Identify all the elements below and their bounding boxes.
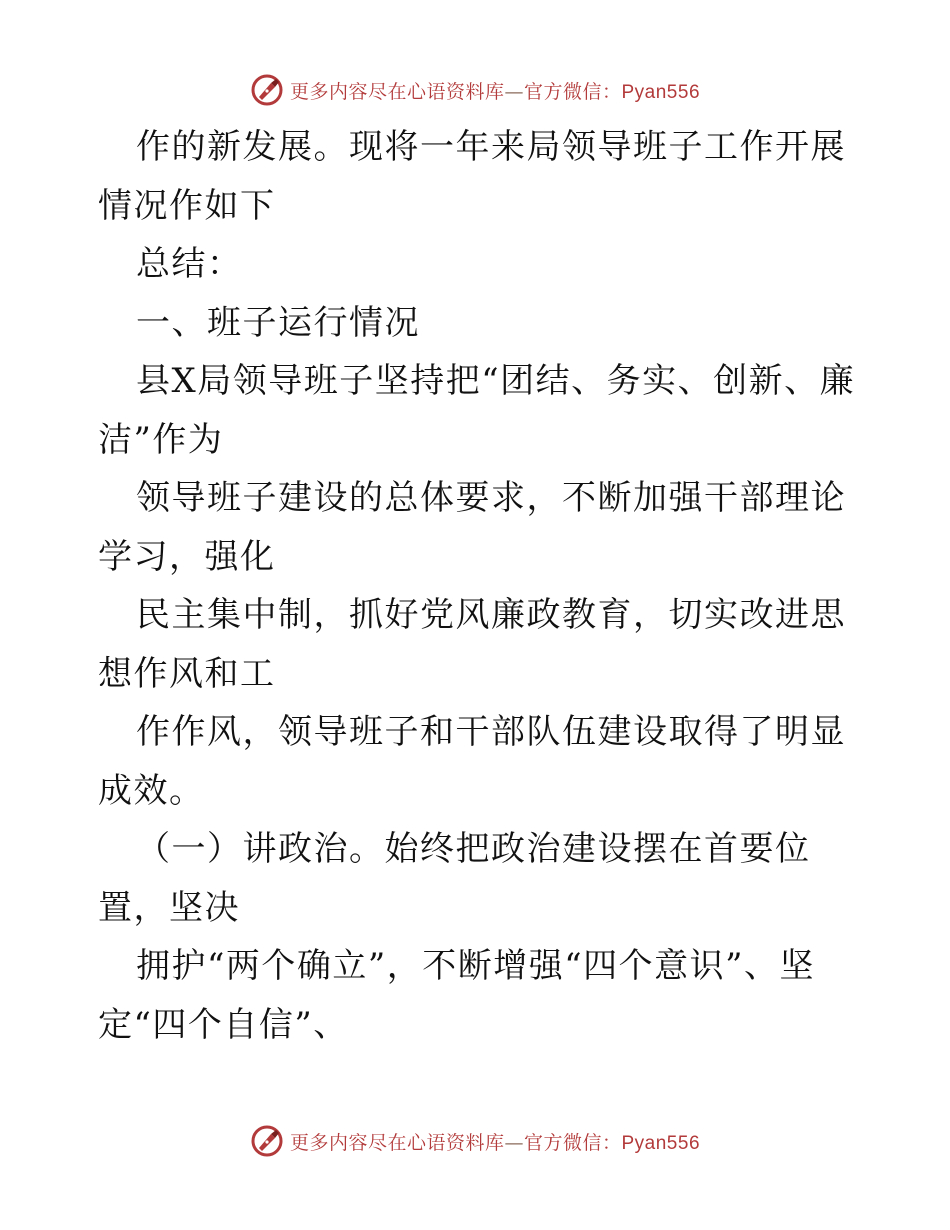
watermark-text (290, 77, 700, 104)
footer-watermark (0, 1121, 950, 1161)
watermark-separator: — (504, 80, 524, 103)
watermark-wechat-id: Pyan556 (621, 81, 701, 103)
document-body (98, 118, 858, 1054)
watermark-wechat-label: 官方微信： (523, 1131, 622, 1154)
header-watermark (0, 70, 950, 110)
paragraph: （一）讲政治。始终把政治建设摆在首要位置，坚决 (98, 829, 811, 928)
watermark-separator: — (504, 1131, 524, 1154)
pen-nib-logo-icon (250, 73, 284, 107)
paragraph: 领导班子建设的总体要求，不断加强干部理论学习，强化 (98, 478, 846, 577)
pen-nib-logo-icon (250, 1124, 284, 1158)
watermark-wechat-label: 官方微信： (523, 80, 622, 103)
watermark-wechat-id: Pyan556 (621, 1132, 701, 1154)
watermark-text (290, 1128, 700, 1155)
paragraph: 民主集中制，抓好党风廉政教育，切实改进思想作风和工 (98, 595, 846, 694)
paragraph: 作作风，领导班子和干部队伍建设取得了明显成效。 (98, 712, 846, 811)
watermark-brand: 更多内容尽在心语资料库 (289, 80, 505, 103)
paragraph: 县X局领导班子坚持把“团结、务实、创新、廉洁”作为 (98, 361, 856, 460)
paragraph: 拥护“两个确立”，不断增强“四个意识”、坚定“四个自信”、 (98, 946, 816, 1045)
watermark-brand: 更多内容尽在心语资料库 (289, 1131, 505, 1154)
paragraph: 作的新发展。现将一年来局领导班子工作开展情况作如下 (98, 127, 846, 226)
section-heading: 一、班子运行情况 (136, 302, 420, 343)
paragraph: 总结： (136, 244, 243, 284)
